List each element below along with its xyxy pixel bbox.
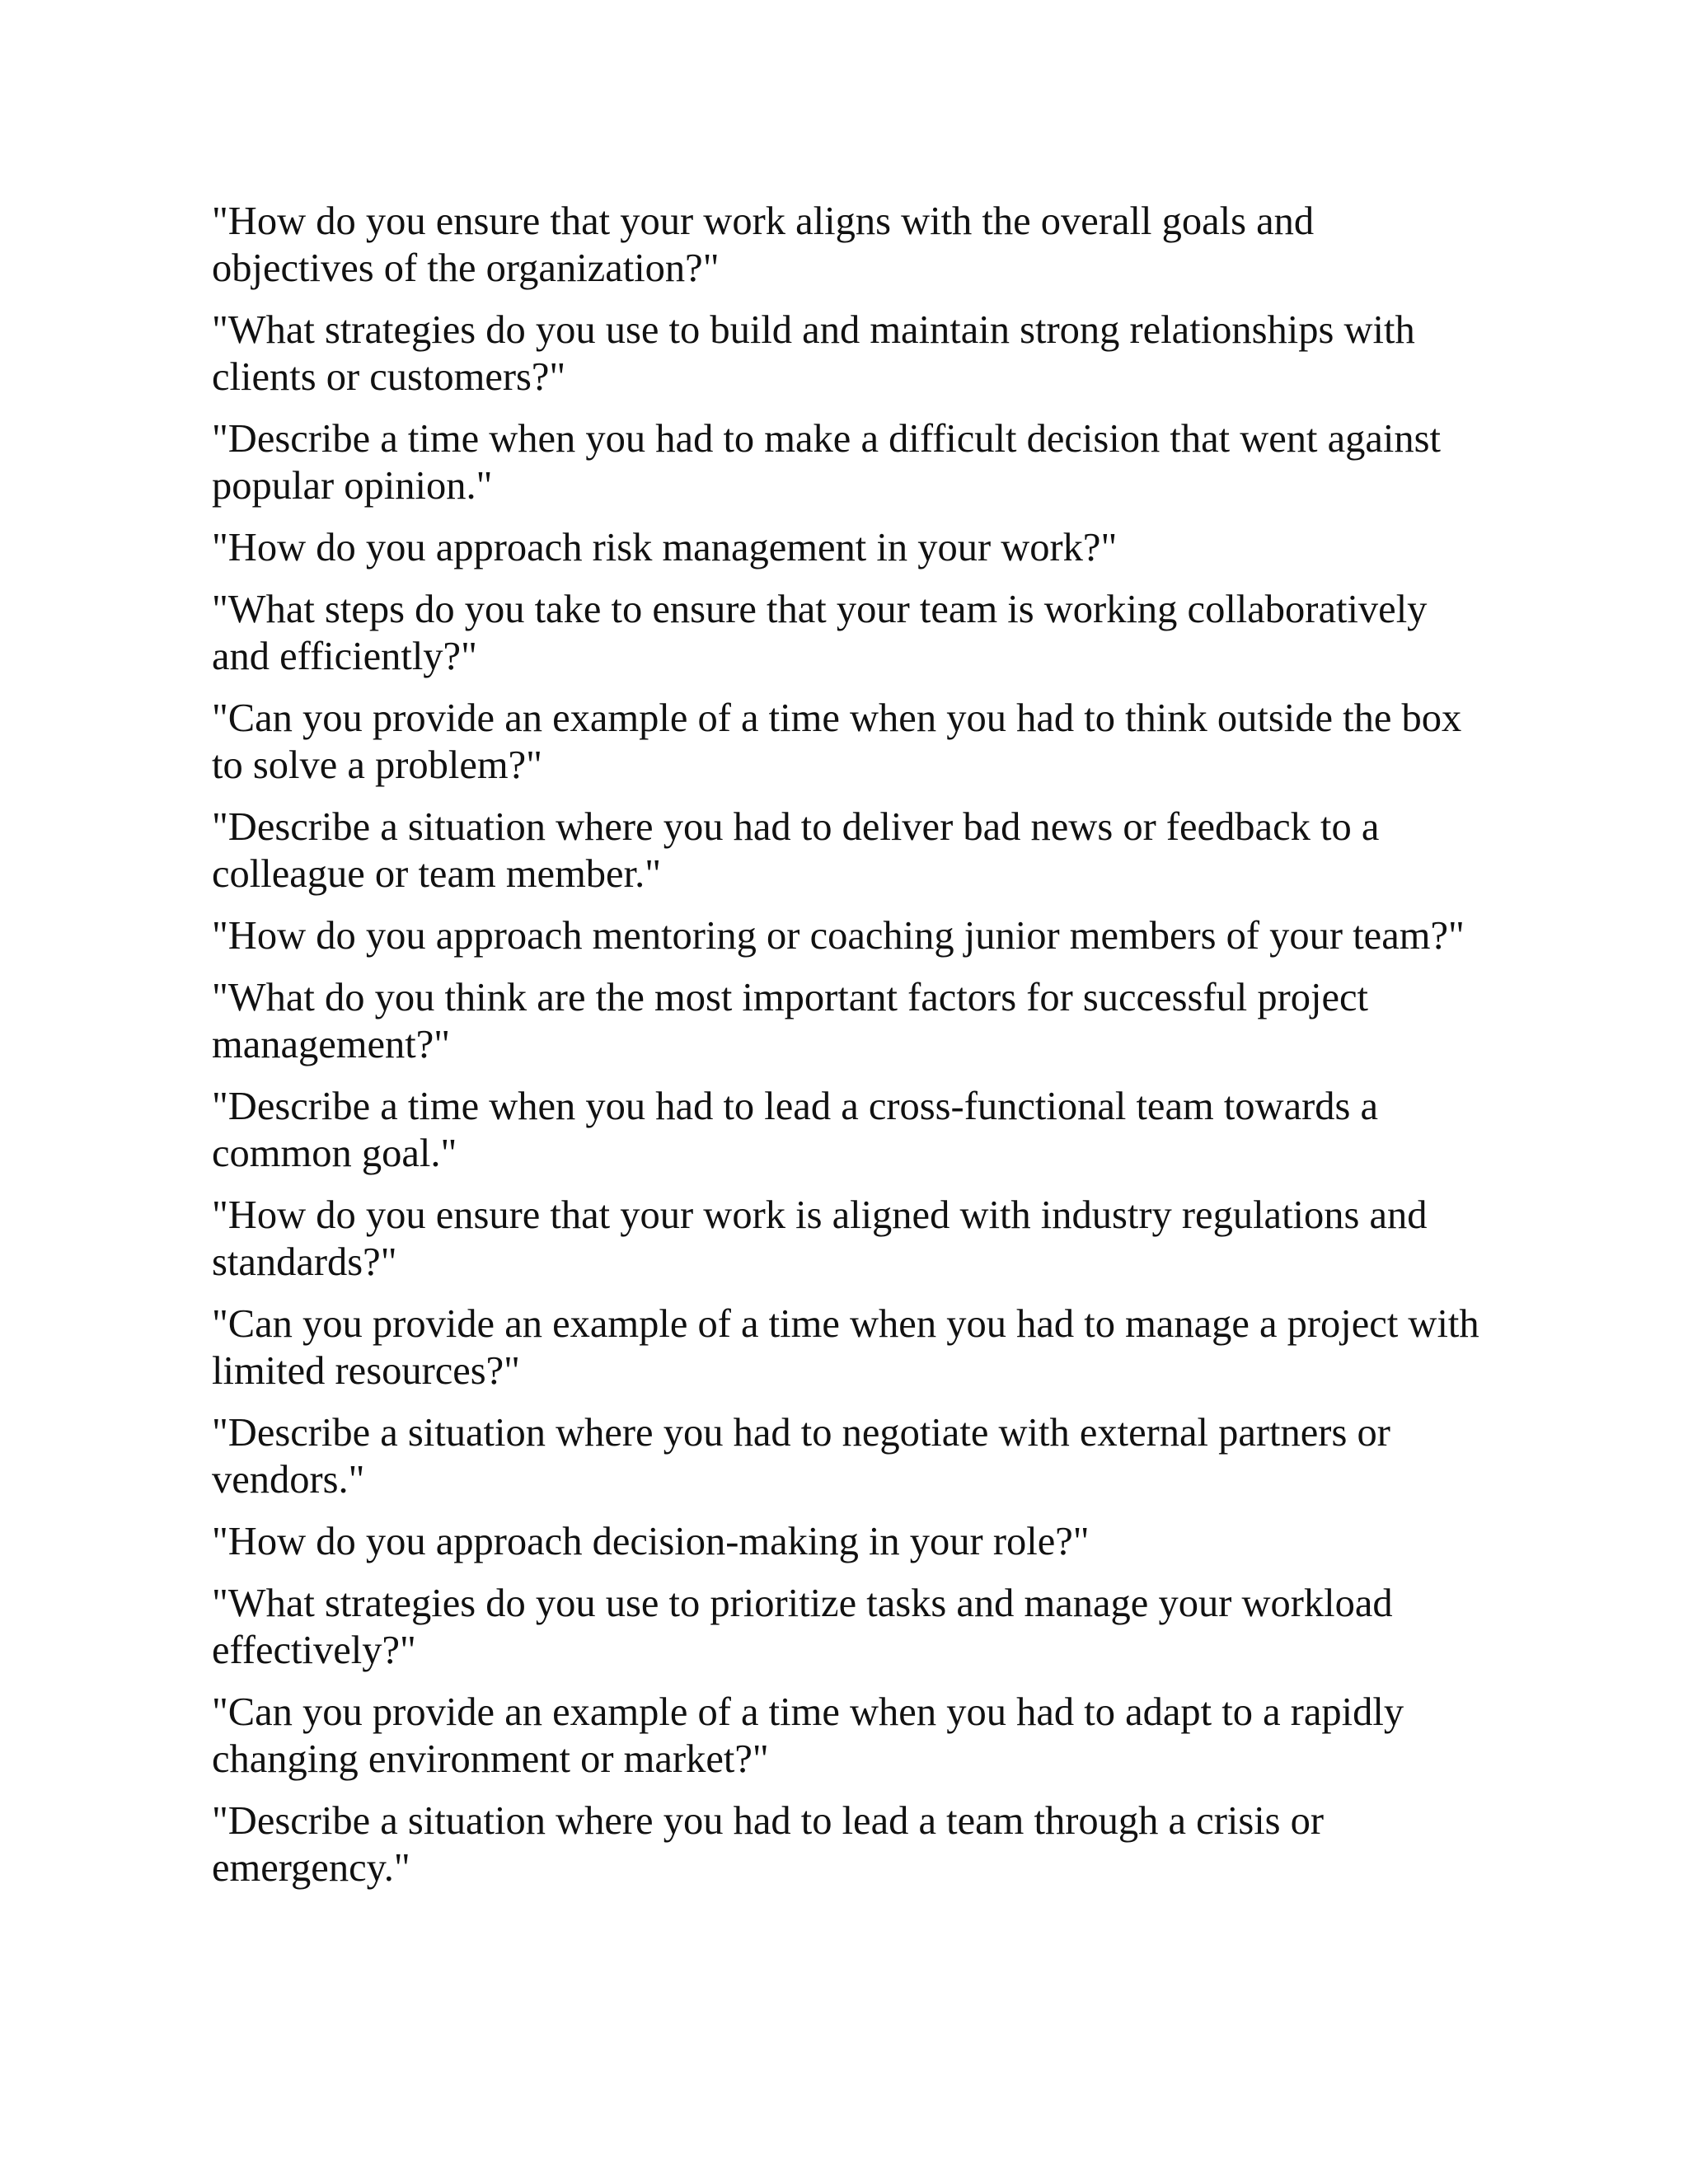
question-item: "How do you ensure that your work is aligned with industry regulations and standards?" bbox=[212, 1193, 1428, 1284]
question-list bbox=[212, 198, 1481, 1906]
question-item: "How do you approach decision-making in your role?" bbox=[212, 1520, 1090, 1563]
question-item: "Describe a situation where you had to deliver bad news or feedback to a colleague or team member." bbox=[212, 805, 1380, 896]
question-item: "How do you ensure that your work aligns with the overall goals and objectives of the organization?" bbox=[212, 199, 1315, 290]
question-item: "Can you provide an example of a time when you had to adapt to a rapidly changing environment or market?" bbox=[212, 1690, 1404, 1781]
question-item: "How do you approach risk management in your work?" bbox=[212, 526, 1118, 569]
question-item: "Can you provide an example of a time when you had to think outside the box to solve a problem?" bbox=[212, 696, 1462, 787]
question-item: "Describe a time when you had to lead a cross-functional team towards a common goal." bbox=[212, 1085, 1379, 1175]
question-item: "What steps do you take to ensure that your team is working collaboratively and efficiently?" bbox=[212, 588, 1428, 678]
question-item: "What strategies do you use to prioritize tasks and manage your workload effectively?" bbox=[212, 1582, 1393, 1672]
question-item: "What do you think are the most important factors for successful project management?" bbox=[212, 976, 1368, 1066]
question-item: "Can you provide an example of a time when you had to manage a project with limited resources?" bbox=[212, 1302, 1479, 1393]
question-item: "What strategies do you use to build and maintain strong relationships with clients or customers?" bbox=[212, 308, 1415, 399]
question-item: "Describe a situation where you had to negotiate with external partners or vendors." bbox=[212, 1411, 1390, 1502]
question-item: "How do you approach mentoring or coaching junior members of your team?" bbox=[212, 914, 1465, 958]
question-item: "Describe a time when you had to make a difficult decision that went against popular opinion." bbox=[212, 417, 1441, 508]
question-item: "Describe a situation where you had to lead a team through a crisis or emergency." bbox=[212, 1799, 1325, 1890]
